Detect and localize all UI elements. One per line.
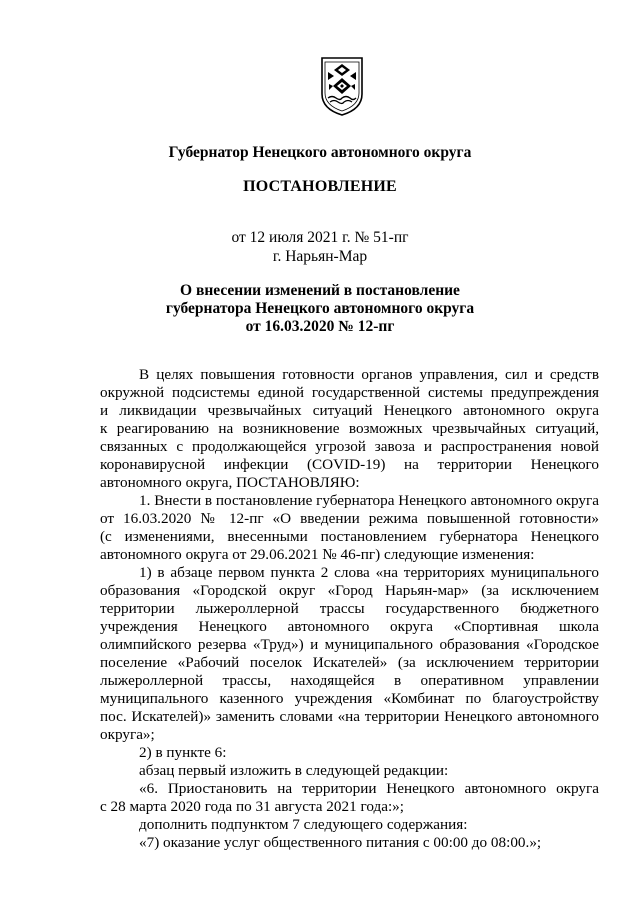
document-type: ПОСТАНОВЛЕНИЕ [243, 178, 397, 195]
body-line: коронавирусной инфекции (COVID-19) на территории Ненецкого [100, 456, 599, 473]
body-line: автономного округа от 29.06.2021 № 46-пг) следующие изменения: [100, 546, 535, 563]
body-line: учреждения Ненецкого автономного округа «Спортивная школа [100, 618, 599, 635]
body-line: 1) в абзаце первом пункта 2 слова «на территориях муниципального [139, 564, 599, 581]
title-line: от 16.03.2020 № 12-пг [245, 318, 395, 335]
body-line: пос. Искателей)» заменить словами «на территории Ненецкого автономного [100, 708, 599, 725]
body-line: от 16.03.2020 № 12-пг «О введении режима повышенной готовности» [100, 510, 599, 527]
body-line: с 28 марта 2020 года по 31 августа 2021 года:»; [100, 798, 404, 815]
body-line: образования «Городской округ «Город Нарьян-мар» (за исключением [100, 582, 599, 599]
issuing-authority: Губернатор Ненецкого автономного округа [168, 144, 472, 161]
body-line: автономного округа, ПОСТАНОВЛЯЮ: [100, 474, 360, 491]
body-line: абзац первый изложить в следующей редакции: [139, 762, 449, 779]
body-line: (с изменениями, внесенными постановлением губернатора Ненецкого [100, 528, 599, 545]
body-line: округа»; [100, 726, 155, 743]
body-line: «7) оказание услуг общественного питания с 00:00 до 08:00.»; [139, 834, 542, 851]
body-line: 1. Внести в постановление губернатора Ненецкого автономного округа [139, 492, 599, 509]
body-line: лыжероллерной трассы, находящейся в оперативном управлении [100, 672, 599, 689]
document-body [100, 366, 599, 852]
body-line: олимпийского резерва «Труд») и муниципального образования «Городское [100, 636, 599, 653]
body-line: муниципального казенного учреждения «Комбинат по благоустройству [100, 690, 599, 707]
body-line: В целях повышения готовности органов управления, сил и средств [139, 366, 599, 383]
body-line: поселение «Рабочий поселок Искателей» (за исключением территории [100, 654, 599, 671]
document-title [120, 282, 520, 336]
body-line: связанных с продолжающейся угрозой завоза и распространения новой [100, 438, 599, 455]
body-line: территории лыжероллерной трассы государственного бюджетного [100, 600, 599, 617]
body-line: и ликвидации чрезвычайных ситуаций Ненецкого автономного округа [100, 402, 599, 419]
body-line: 2) в пункте 6: [139, 744, 227, 761]
date-and-number: от 12 июля 2021 г. № 51-пг [231, 229, 409, 246]
title-line: О внесении изменений в постановление [180, 282, 460, 299]
body-line: к реагированию на возникновение возможных чрезвычайных ситуаций, [100, 420, 599, 437]
title-line: губернатора Ненецкого автономного округа [165, 300, 475, 317]
place-of-issue: г. Нарьян-Мар [272, 248, 368, 265]
body-line: дополнить подпунктом 7 следующего содержания: [139, 816, 468, 833]
coat-of-arms-icon [320, 56, 364, 116]
body-line: окружной подсистемы единой государственной системы предупреждения [100, 384, 599, 401]
body-line: «6. Приостановить на территории Ненецкого автономного округа [139, 780, 599, 797]
